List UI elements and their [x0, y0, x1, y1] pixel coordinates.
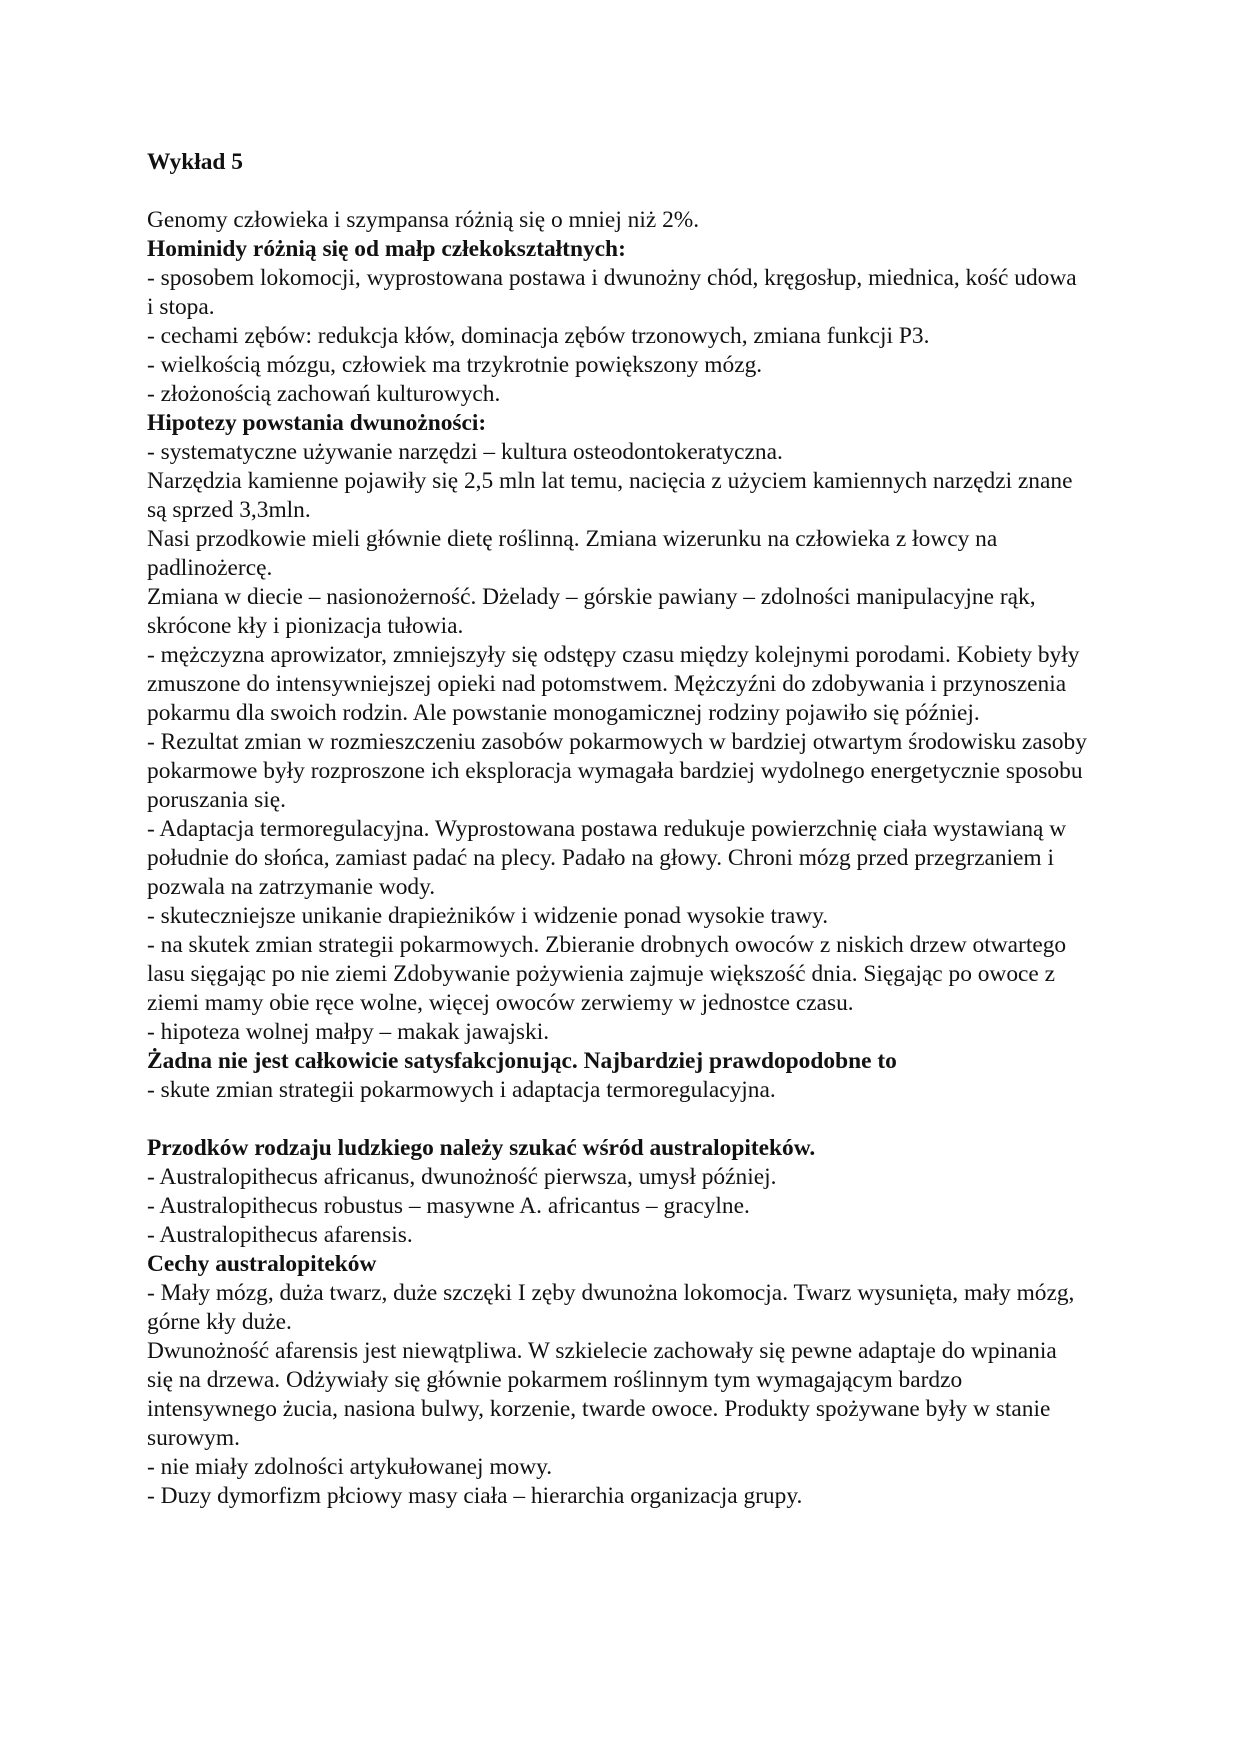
document-body — [147, 206, 1093, 1511]
paragraph-line: - wielkością mózgu, człowiek ma trzykrotnie powiększony mózg. — [147, 352, 763, 378]
paragraph-line: Dwunożność afarensis jest niewątpliwa. W szkielecie zachowały się pewne adaptaje do wpinania się na drzewa. Odżywiały się głównie pokarmem roślinnym tym wymagającym bardzo intensywnego żucia, nasiona bulwy, korzenie, twarde owoce. Produkty spożywane były w stanie surowym. — [147, 1338, 1063, 1451]
paragraph-line: - Australopithecus afarensis. — [147, 1222, 413, 1248]
section-heading: Hominidy różnią się od małp człekokształtnych: — [147, 236, 626, 262]
paragraph-line: - cechami zębów: redukcja kłów, dominacja zębów trzonowych, zmiana funkcji P3. — [147, 323, 930, 349]
paragraph-line: - Australopithecus africanus, dwunożność pierwsza, umysł później. — [147, 1164, 777, 1190]
paragraph-line: Zmiana w diecie – nasionożerność. Dżelady – górskie pawiany – zdolności manipulacyjne rąk, skrócone kły i pionizacja tułowia. — [147, 584, 1042, 639]
paragraph-line: Genomy człowieka i szympansa różnią się o mniej niż 2%. — [147, 207, 700, 233]
paragraph-line: - sposobem lokomocji, wyprostowana postawa i dwunożny chód, kręgosłup, miednica, kość udowa i stopa. — [147, 265, 1083, 320]
section-heading: Przodków rodzaju ludzkiego należy szukać wśród australopiteków. — [147, 1135, 816, 1161]
paragraph-line: - Rezultat zmian w rozmieszczeniu zasobów pokarmowych w bardziej otwartym środowisku zasoby pokarmowe były rozproszone ich eksploracja wymagała bardziej wydolnego energetycznie sposobu poruszania się. — [147, 729, 1093, 813]
paragraph-line: - na skutek zmian strategii pokarmowych. Zbieranie drobnych owoców z niskich drzew otwartego lasu sięgając po nie ziemi Zdobywanie pożywienia zajmuje większość dnia. Sięgając po owoce z ziemi mamy obie ręce wolne, więcej owoców zerwiemy w jednostce czasu. — [147, 932, 1072, 1016]
paragraph-line: - Mały mózg, duża twarz, duże szczęki I zęby dwunożna lokomocja. Twarz wysunięta, mały mózg, górne kły duże. — [147, 1280, 1081, 1335]
paragraph-line: - hipoteza wolnej małpy – makak jawajski. — [147, 1019, 550, 1045]
section-heading: Żadna nie jest całkowicie satysfakcjonując. Najbardziej prawdopodobne to — [147, 1048, 897, 1074]
paragraph-line: - Duzy dymorfizm płciowy masy ciała – hierarchia organizacja grupy. — [147, 1483, 803, 1509]
paragraph-line: Narzędzia kamienne pojawiły się 2,5 mln lat temu, nacięcia z użyciem kamiennych narzędzi znane są sprzed 3,3mln. — [147, 468, 1079, 523]
document-title: Wykład 5 — [147, 149, 243, 175]
blank-line — [147, 1105, 1087, 1134]
paragraph-line: - systematyczne używanie narzędzi – kultura osteodontokeratyczna. — [147, 439, 783, 465]
paragraph-line: - Australopithecus robustus – masywne A. africantus – gracylne. — [147, 1193, 750, 1219]
section-heading: Hipotezy powstania dwunożności: — [147, 410, 487, 436]
section-heading: Cechy australopiteków — [147, 1251, 377, 1277]
paragraph-line: - mężczyzna aprowizator, zmniejszyły się odstępy czasu między kolejnymi porodami. Kobiety były zmuszone do intensywniejszej opieki nad potomstwem. Mężczyźni do zdobywania i przynoszenia pokarmu dla swoich rodzin. Ale powstanie monogamicznej rodziny pojawiło się później. — [147, 642, 1086, 726]
paragraph-line: - skute zmian strategii pokarmowych i adaptacja termoregulacyjna. — [147, 1077, 776, 1103]
paragraph-line: - Adaptacja termoregulacyjna. Wyprostowana postawa redukuje powierzchnię ciała wystawianą w południe do słońca, zamiast padać na plecy. Padało na głowy. Chroni mózg przed przegrzaniem i pozwala na zatrzymanie wody. — [147, 816, 1072, 900]
document-content — [147, 148, 1093, 1511]
paragraph-line: - skuteczniejsze unikanie drapieżników i widzenie ponad wysokie trawy. — [147, 903, 829, 929]
paragraph-line: - nie miały zdolności artykułowanej mowy. — [147, 1454, 553, 1480]
paragraph-line: Nasi przodkowie mieli głównie dietę roślinną. Zmiana wizerunku na człowieka z łowcy na padlinożercę. — [147, 526, 1004, 581]
paragraph-line: - złożonością zachowań kulturowych. — [147, 381, 501, 407]
